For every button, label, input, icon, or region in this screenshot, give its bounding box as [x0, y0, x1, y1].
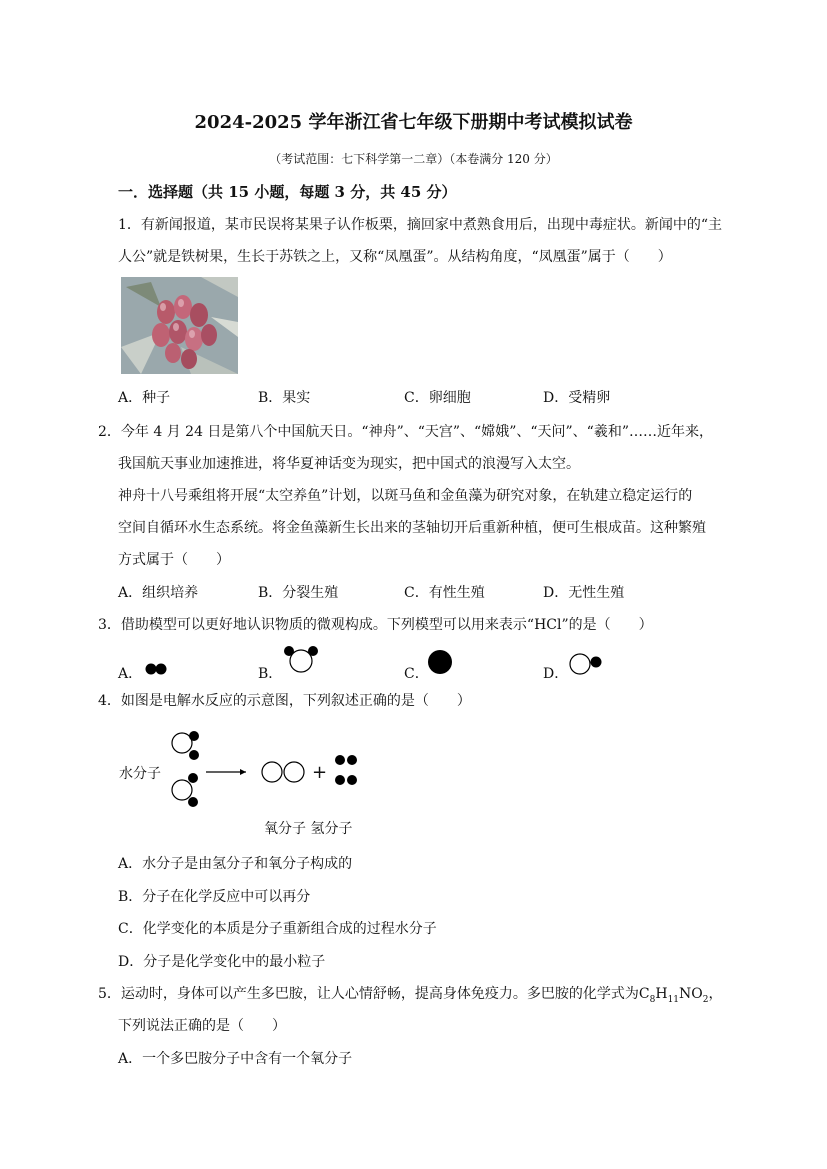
q2-line-1: 2．今年 4 月 24 日是第八个中国航天日。“神舟”、“天宫”、“嫦娥”、“天问”、“羲和”……近年来，	[98, 424, 713, 440]
q3-line-1: 3．借助模型可以更好地认识物质的微观构成。下列模型可以用来表示“HCl”的是（ ）	[98, 617, 653, 633]
q5-line-2: 下列说法正确的是（ ）	[118, 1018, 286, 1034]
q2-option-b[interactable]: B．分裂生殖	[258, 585, 339, 601]
q4-option-c[interactable]: C．化学变化的本质是分子重新组合成的过程水分子	[118, 921, 437, 937]
electrolysis-diagram	[166, 728, 366, 812]
section-heading: 一．选择题（共 15 小题，每题 3 分，共 45 分）	[118, 183, 457, 201]
q3-option-d[interactable]: D．	[543, 666, 569, 682]
q2-line-3: 神舟十八号乘组将开展“太空养鱼”计划，以斑马鱼和金鱼藻为研究对象，在轨建立稳定运行的	[118, 488, 693, 504]
water-molecule-label: 水分子	[119, 766, 161, 782]
exam-subtitle: （考试范围：七下科学第一二章）（本卷满分 120 分）	[269, 152, 558, 166]
q5-line-1-text: 5．运动时，身体可以产生多巴胺，让人心情舒畅，提高身体免疫力。多巴胺的化学式为	[98, 986, 639, 1002]
q3-option-a[interactable]: A．	[118, 666, 143, 682]
q1-line-1: 1．有新闻报道，某市民误将某果子认作板栗，摘回家中煮熟食用后，出现中毒症状。新闻中的“主	[118, 217, 723, 233]
q2-line-5: 方式属于（ ）	[118, 552, 230, 568]
q4-line-1: 4．如图是电解水反应的示意图，下列叙述正确的是（ ）	[98, 693, 471, 709]
q2-line-2: 我国航天事业加速推进，将华夏神话变为现实，把中国式的浪漫写入太空。	[118, 456, 580, 472]
model-d-diatomic-icon	[569, 652, 605, 676]
q2-option-c[interactable]: C．有性生殖	[404, 585, 485, 601]
dopamine-formula: $C_8H_{11}NO_2$，	[638, 986, 723, 1005]
q1-option-d[interactable]: D．受精卵	[543, 390, 611, 406]
cycad-seed-photo	[121, 277, 238, 374]
q5-line-1	[98, 983, 723, 1005]
q1-line-2: 人公”就是铁树果，生长于苏铁之上，又称“凤凰蛋”。从结构角度，“凤凰蛋”属于（ ）	[118, 249, 672, 265]
q1-option-a[interactable]: A．种子	[118, 390, 171, 406]
q3-option-b[interactable]: B．	[258, 666, 283, 682]
q1-option-c[interactable]: C．卵细胞	[404, 390, 471, 406]
model-b-water-like-icon	[283, 645, 319, 675]
q4-option-b[interactable]: B．分子在化学反应中可以再分	[118, 889, 311, 905]
q2-option-a[interactable]: A．组织培养	[118, 585, 199, 601]
q1-option-b[interactable]: B．果实	[258, 390, 311, 406]
q4-option-d[interactable]: D．分子是化学变化中的最小粒子	[118, 954, 326, 970]
exam-title: 2024-2025 学年浙江省七年级下册期中考试模拟试卷	[194, 112, 633, 133]
q5-option-a[interactable]: A．一个多巴胺分子中含有一个氧分子	[118, 1051, 353, 1067]
plus-sign: +	[312, 762, 328, 783]
model-c-single-atom-icon	[427, 649, 453, 675]
q2-line-4: 空间自循环水生态系统。将金鱼藻新生长出来的茎轴切开后重新种植，便可生根成苗。这种繁殖	[118, 520, 706, 536]
q3-option-c[interactable]: C．	[404, 666, 429, 682]
model-a-two-dark-atoms-icon	[145, 662, 169, 676]
q4-option-a[interactable]: A．水分子是由氢分子和氧分子构成的	[118, 856, 353, 872]
q2-option-d[interactable]: D．无性生殖	[543, 585, 625, 601]
product-labels: 氧分子 氢分子	[264, 821, 353, 837]
